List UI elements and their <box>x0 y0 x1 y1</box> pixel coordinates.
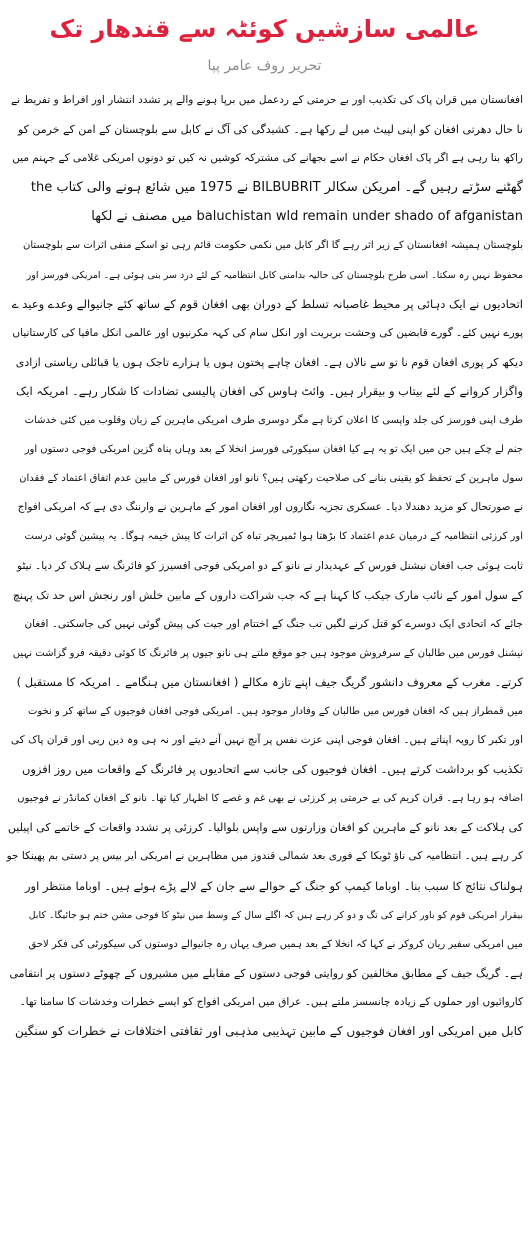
article-line: محفوظ نہیں رہ سکتا۔ اسی طرح بلوچستان کی حالیہ بدامنی کابل انتظامیہ کے لئے درد سر بنی ہوئی ہے۔ امریکی فورسز اور <box>26 269 523 281</box>
article-line: کر رہے ہیں۔ انتظامیہ کی ناؤ ٹوبکا کے فوری بعد شمالی قندوز میں مظاہرین نے امریکی ایر بیس پر دستی بم پھینکا جو <box>6 850 523 863</box>
article-line: تکذیب کو برداشت کرتے ہیں۔ افغان فوجیوں کی جانب سے اتحادیوں پر فائرنگ کے واقعات میں روز افزوں <box>21 762 523 777</box>
article-line: بیقرار امریکی قوم کو باور کرانے کی تگ و دو کر رہے ہیں کہ اگلے سال کے وسط میں نیٹو کا فوجی مشن ختم ہو جائیگا۔ کابل <box>28 909 523 921</box>
article-line: میں امریکی سفیر ریان کروکر نے کہا کہ انخلا کے بعد ہمیں صرف یہاں رہ جانیوالے دوستوں کی سیکورٹی کی فکر لاحق <box>28 938 523 950</box>
article-line: بلوچستان ہمیشہ افغانستان کے زیر اثر رہے گا اگر کابل میں نکمی حکومت قائم رہی تو اسکے منفی اثرات سے بلوچستان <box>22 240 523 252</box>
article-line: کابل میں امریکی اور افغان فوجیوں کے مابین تہذیبی مذہبی اور ثقافتی اختلافات نے خطرات کو سنگین <box>15 1024 523 1038</box>
article-line: ثابت ہوئی جب افغان نیشنل فورس کے عہدیدار نے نانو کے دو امریکی فوجی افسیرز کو فائرنگ سے ہلاک کر دیا۔ نیٹو <box>17 559 523 572</box>
article-line: نے صورتحال کو مزید دھندلا دیا۔ عسکری تجزیہ نگاروں اور افغان امور کے ماہرین نے وارننگ دی ہے کہ امریکی افواج <box>17 501 523 514</box>
article-line: واگزار کروانے کے لئے بیتاب و بیقرار ہیں۔ وائٹ ہاوس کی افغان پالیسی تضادات کا شکار رہے۔ امریکہ ایک <box>16 383 523 398</box>
article-title: عالمی سازشیں کوئٹہ سے قندھار تک <box>49 15 480 43</box>
article-line: اور تکبر کا رویہ اپناتے ہیں۔ افغان فوجی اپنی عزت نفس پر آنچ نہیں آنے دیتے اور نہ ہی وہ دین ربی اور قران پاک کی <box>10 734 523 747</box>
article-line: راکھ بنا رہی ہے اگر پاک افغان حکام نے اسے بجھانے کی مشترکہ کوشیں نہ کیں تو دونوں امریکی غلامی کے جہنم میں <box>12 152 523 165</box>
article-line: baluchistan wld remain under shado of afganistan میں مصنف نے لکھا <box>91 209 523 225</box>
article-line: سول ماہرین کے تحفظ کو یقینی بنانے کی صلاحیت رکھتی ہیں؟ نانو اور افغان فورس کے مابین عدم اتفاق اعتماد کے فقدان <box>19 473 523 485</box>
article-line: کاروائیوں اور حملوں کے زیادہ چانسسز ملتے ہیں۔ عراق میں امریکی افواج کو ایسے خطرات وخدشات کا سامنا تھا۔ <box>19 995 523 1008</box>
article-line: کی ہلاکت کے بعد نانو کے ماہرین کو افغان وزارتوں سے واپس بلوالیا۔ کرزئی پر تشدد واقعات کے خاتمے کی اپیلیں <box>7 821 523 835</box>
article-line: میں قمطراز ہیں کہ افغان فورس میں طالبان کے وفادار موجود ہیں۔ امریکی فوجی افغان فوجیوں کے ساتھ کر و نخوت <box>27 705 523 717</box>
article-line: اتحادیوں نے ایک دہائی پر محیط غاصبانہ تسلط کے دوران بھی افغان قوم کے ساتھ کئے جانیوالے وعدے وعید ے <box>11 296 523 311</box>
article-line: نا حال دھرتی افغان کو اپنی لپیٹ میں لے رکھا ہے۔ کشیدگی کی آگ نے کابل سے بلوچستان کے امن کے خرمن کو <box>17 123 523 137</box>
article-line: گھٹنے سڑتے رہیں گے۔ امریکن سکالر BILBUBRIT نے 1975 میں شائع ہونے والی کتاب the <box>30 180 523 196</box>
article-line: کرتے۔ مغرب کے معروف دانشور گریگ جیف اپنے تازہ مکالے ( افغانستان میں ہنگامے ۔ امریکہ کا مستقبل ) <box>16 674 523 689</box>
article-line: کے سول امور کے نائب مارک جیکب کا کہنا ہے کہ جب شراکت داروں کے مابین خلش اور رنجش اس حد تک پہنچ <box>12 588 523 602</box>
article-line: نیشنل فورس میں طالبان کے سرفروش موجود ہیں جو موقع ملتے ہی نانو جیوں پر فائرنگ کا کوئی دقیقہ فرو گزاشت نہیں <box>12 647 523 659</box>
article-line: پورے نہیں کئے۔ گورے قابضین کی وحشت بربریت اور انکل سام کی کہہ مکرنیوں اور عالمی انکل مافیا کی کارستانیاں <box>12 326 523 339</box>
article-line: طرف اپنی فورسز کی جلد واپسی کا اعلان کرتا ہے مگر دوسری طرف امریکی ماہرین کے زبان وقلوب میں کئی خدشات <box>24 415 523 427</box>
article-byline: تحریر روف عامر پپا <box>207 58 322 74</box>
article-line: ہولناک نتائج کا سبب بنا۔ اوباما کیمپ کو جنگ کے حوالے سے جان کے لالے پڑے ہوئے ہیں۔ اوباما منتظر اور <box>25 878 523 893</box>
article-line: جنم لے چکے ہیں جن میں ایک تو یہ ہے کیا افغان سیکورٹی فورسز انخلا کے بعد وہاں پناہ گزین امریکی فوجی دستوں اور <box>24 444 523 456</box>
article-line: ہے۔ گریگ جیف کے مطابق مخالفین کو روایتی فوجی دستوں کے مقابلے میں مشیروں کے چھوٹے دستوں پر انتقامی <box>9 966 523 980</box>
article-line: جائے کہ اتحادی ایک دوسرے کو قتل کرنے لگیں تب جنگ کے اختتام اور جیت کی پیش گوئی نہیں کی جاسکتی۔ افغان <box>24 617 523 630</box>
article-body <box>6 86 523 1046</box>
article-line: اضافہ ہو رہا ہے۔ قران کریم کی بے حرمتی پر کرزئی نے بھی غم و غصے کا اظہار کیا تھا۔ نانو کے افغان کمانڈر نے فوجیوں <box>17 793 523 805</box>
article-line: افغانستان میں قران پاک کی تکذیب اور بے حرمتی کے ردعمل میں برپا ہونے والے پر تشدد انتشار اور افراط و تفریط نے <box>10 94 523 106</box>
article-line: اور کرزئی انتظامیہ کے درمیان عدم اعتماد کا بڑھتا ہوا ٹمپریچر تباہ کن اثرات کا پیش خیمہ ہوگا۔ یہ پیشین گوئی درست <box>24 531 523 543</box>
article-line: دیکھ کر پوری افغان قوم نا تو سے نالاں ہے۔ افغان چاہے پختون ہوں یا ہزارے تاجک ہوں یا قبائلی ریاستی ازادی <box>15 355 523 369</box>
